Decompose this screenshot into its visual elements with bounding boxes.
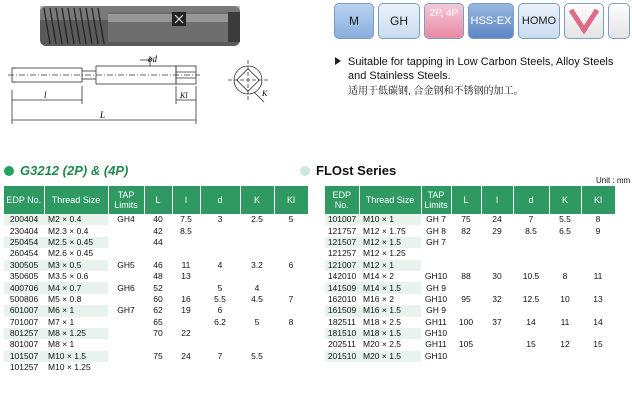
- cell-k: 11: [560, 316, 570, 327]
- section-title-g3212: [4, 163, 128, 178]
- cell-l: 105: [458, 339, 474, 350]
- description-en: Suitable for tapping in Low Carbon Steels, Alloy Steels and Stainless Steels.: [348, 56, 614, 82]
- cell-edp: 350605: [9, 271, 39, 282]
- cell-tap: [108, 248, 144, 259]
- table-row: [4, 248, 308, 259]
- table-row: [325, 294, 615, 305]
- cell-l: [481, 328, 513, 339]
- tap-photo: [40, 6, 240, 46]
- table-row: [325, 282, 615, 293]
- cell-l: 70: [153, 328, 163, 339]
- unit-label: Unit : mm: [596, 176, 631, 185]
- badge-blank: [608, 3, 630, 39]
- cell-tap: GH7: [117, 305, 135, 316]
- cell-l: [481, 260, 513, 271]
- table-row: [4, 214, 308, 225]
- cell-d: 8.5: [525, 225, 537, 236]
- cell-k: [549, 351, 581, 362]
- cell-l: [451, 305, 481, 316]
- cell-tap: [108, 294, 144, 305]
- cell-l: [451, 351, 481, 362]
- cell-edp: 121507: [325, 237, 359, 248]
- cell-d: [513, 351, 549, 362]
- cell-d: [513, 248, 549, 259]
- cell-d: [200, 248, 240, 259]
- cell-size: M12 × 1.25: [363, 248, 406, 259]
- cell-l: 60: [153, 293, 163, 304]
- table-row: [325, 305, 615, 316]
- cell-l: [451, 328, 481, 339]
- cell-k: [240, 237, 274, 248]
- cell-size: M2.6 × 0.45: [48, 248, 94, 259]
- table-row: [325, 317, 615, 328]
- cell-kl: [581, 282, 615, 293]
- label-kl: Kl: [180, 91, 188, 100]
- header-k: K: [240, 186, 274, 214]
- cell-k: [549, 248, 581, 259]
- cell-edp: 260454: [9, 248, 39, 259]
- header-d: d: [200, 186, 240, 214]
- cell-l: 22: [181, 328, 191, 339]
- cell-l: 88: [461, 271, 471, 282]
- tap-line-drawing: [8, 56, 268, 124]
- table-row: [325, 339, 615, 350]
- cell-d: 3: [217, 214, 223, 225]
- cell-l: 29: [492, 225, 502, 236]
- cell-edp: 121007: [325, 260, 359, 271]
- cell-d: 5: [217, 282, 223, 293]
- table-row: [4, 305, 308, 316]
- cell-edp: 101257: [9, 362, 39, 373]
- header-l: l: [481, 186, 513, 214]
- cell-l: 32: [492, 293, 502, 304]
- table-row: [325, 237, 615, 248]
- cell-k: 5.5: [559, 214, 571, 225]
- cell-tap: [108, 328, 144, 339]
- cell-edp: 181510: [325, 328, 359, 339]
- cell-d: [513, 305, 549, 316]
- cell-k: 10: [560, 293, 570, 304]
- cell-l: [481, 237, 513, 248]
- cell-k: [549, 328, 581, 339]
- tap-drawing: [0, 0, 300, 140]
- cell-tap: GH6: [117, 282, 135, 293]
- cell-size: M3 × 0.5: [44, 260, 108, 271]
- badge-v: [564, 3, 604, 39]
- cell-kl: 8: [595, 214, 601, 225]
- cell-d: 6: [217, 305, 223, 316]
- cell-l: 95: [461, 293, 471, 304]
- cell-kl: 11: [593, 271, 603, 282]
- cell-l: 37: [492, 316, 502, 327]
- cell-l: 7.5: [180, 214, 192, 225]
- bullet-arrow-icon: [335, 57, 341, 65]
- cell-size: M10 × 1.5: [44, 351, 108, 362]
- cell-tap: GH10: [424, 293, 448, 304]
- cell-edp: 701007: [9, 316, 39, 327]
- cell-d: 7: [528, 214, 534, 225]
- cell-edp: 801257: [4, 328, 44, 339]
- section1-title: G3212 (2P) & (4P): [20, 163, 129, 178]
- cell-kl: [581, 351, 615, 362]
- cell-size: M12 × 1.5: [359, 237, 421, 248]
- cell-d: 15: [526, 339, 536, 350]
- section-title-flost: [300, 163, 396, 178]
- badge-2p-4p: 2P, 4P: [424, 3, 464, 39]
- cell-size: M12 × 1.75: [363, 225, 406, 236]
- cell-l: [172, 248, 200, 259]
- cell-d: [513, 237, 549, 248]
- cell-l: 82: [461, 225, 471, 236]
- cell-l: 24: [492, 214, 502, 225]
- cell-size: M4 × 0.7: [44, 282, 108, 293]
- cell-size: M2.5 × 0.45: [44, 237, 108, 248]
- cell-edp: 141509: [325, 282, 359, 293]
- cell-l: [451, 237, 481, 248]
- cell-l: [144, 248, 172, 259]
- cell-l: 65: [153, 316, 163, 327]
- cell-l: [144, 362, 172, 373]
- property-badges: [334, 3, 628, 41]
- description-cn: 适用于低碳钢, 合金钢和不锈钢的加工。: [348, 86, 524, 97]
- header-d: d: [513, 186, 549, 214]
- cell-edp: 400706: [4, 282, 44, 293]
- cell-l: [172, 237, 200, 248]
- spec-table-g3212: [4, 186, 309, 373]
- cell-size: M8 × 1: [48, 339, 75, 350]
- table-row: [4, 237, 308, 248]
- cell-l: 40: [153, 214, 163, 225]
- cell-d: 6.2: [214, 316, 226, 327]
- cell-l: 16: [181, 293, 191, 304]
- cell-d: [200, 339, 240, 350]
- cell-k: 6.5: [559, 225, 571, 236]
- cell-l: 30: [492, 271, 502, 282]
- header-l: L: [451, 186, 481, 214]
- cell-kl: [274, 339, 308, 350]
- cell-size: M14 × 1.5: [359, 282, 421, 293]
- cell-d: 14: [526, 316, 536, 327]
- cell-tap: [108, 225, 144, 236]
- cell-edp: 101007: [325, 214, 359, 225]
- cell-edp: 801007: [9, 339, 39, 350]
- cell-kl: [581, 237, 615, 248]
- label-L: L: [100, 110, 106, 120]
- cell-kl: [274, 271, 308, 282]
- header-kl: Kl: [581, 186, 615, 214]
- cell-kl: [581, 248, 615, 259]
- cell-edp: 300505: [4, 260, 44, 271]
- table-row: [4, 351, 308, 362]
- cell-kl: [274, 248, 308, 259]
- cell-l: 24: [181, 350, 191, 361]
- section2-title: FLOst Series: [316, 163, 397, 178]
- cell-k: [240, 362, 274, 373]
- v-groove-icon: [569, 8, 599, 34]
- cell-tap: [108, 237, 144, 248]
- table-row: [4, 328, 308, 339]
- cell-edp: 202511: [328, 339, 356, 350]
- cell-tap: [108, 339, 144, 350]
- cell-tap: GH10: [424, 350, 448, 361]
- cell-l: [451, 282, 481, 293]
- cell-tap: GH 9: [426, 305, 446, 316]
- cell-size: M20 × 1.5: [359, 351, 421, 362]
- cell-d: 4: [217, 259, 223, 270]
- cell-k: [240, 271, 274, 282]
- cell-edp: 201510: [325, 351, 359, 362]
- cell-size: M2.3 × 0.4: [48, 225, 89, 236]
- table-row: [4, 294, 308, 305]
- badge-gh: GH: [378, 3, 420, 39]
- cell-kl: [274, 362, 308, 373]
- cell-k: [240, 225, 274, 236]
- table-row: [4, 282, 308, 293]
- cell-d: 7: [217, 350, 223, 361]
- cell-kl: [581, 260, 615, 271]
- cell-tap: GH5: [117, 259, 135, 270]
- header-thread-size: Thread Size: [44, 186, 108, 214]
- table-row: [4, 271, 308, 282]
- cell-size: M18 × 1.5: [359, 328, 421, 339]
- cell-kl: 7: [288, 293, 294, 304]
- cell-tap: [108, 351, 144, 362]
- cell-d: 12.5: [522, 293, 540, 304]
- cell-edp: 121257: [327, 248, 357, 259]
- cell-l: 44: [153, 236, 163, 247]
- cell-kl: 13: [593, 293, 603, 304]
- cell-l: 100: [458, 316, 474, 327]
- cell-tap: [421, 260, 451, 271]
- cell-kl: 5: [288, 214, 294, 225]
- label-d: ød: [148, 54, 157, 64]
- cell-edp: 230404: [9, 225, 39, 236]
- cell-d: [200, 328, 240, 339]
- cell-k: 4.5: [251, 293, 263, 304]
- cell-d: 10.5: [522, 271, 540, 282]
- header-k: K: [549, 186, 581, 214]
- cell-l: 13: [181, 271, 191, 282]
- cell-size: M10 × 1: [359, 214, 421, 225]
- cell-kl: [581, 328, 615, 339]
- table-row: [4, 362, 308, 373]
- cell-k: [240, 248, 274, 259]
- table-row: [325, 214, 615, 225]
- cell-tap: [108, 362, 144, 373]
- cell-size: M3.5 × 0.6: [48, 271, 89, 282]
- cell-l: 42: [153, 225, 163, 236]
- cell-d: [200, 271, 240, 282]
- header-tap-limits: TAP Limits: [421, 186, 451, 214]
- cell-l: [481, 305, 513, 316]
- cell-size: M18 × 2.5: [363, 316, 402, 327]
- label-k: K: [262, 89, 268, 98]
- cell-l: [172, 339, 200, 350]
- cell-l: [481, 351, 513, 362]
- header-kl: Kl: [274, 186, 308, 214]
- header-thread-size: Thread Size: [359, 186, 421, 214]
- cell-k: 12: [560, 339, 570, 350]
- cell-l: 48: [153, 271, 163, 282]
- cell-kl: 14: [593, 316, 603, 327]
- cell-d: 5.5: [214, 293, 226, 304]
- cell-l: [144, 339, 172, 350]
- header-edp-no-: EDP No.: [4, 186, 44, 214]
- cell-size: M8 × 1.25: [44, 328, 108, 339]
- cell-edp: 200404: [4, 214, 44, 225]
- table-row: [4, 225, 308, 236]
- cell-d: [200, 225, 240, 236]
- cell-l: [481, 339, 513, 350]
- cell-k: 3.2: [251, 259, 263, 270]
- cell-edp: 101507: [4, 351, 44, 362]
- cell-size: M16 × 2: [363, 293, 394, 304]
- cell-k: [549, 260, 581, 271]
- cell-kl: [274, 328, 308, 339]
- cell-edp: 601007: [4, 305, 44, 316]
- cell-k: [240, 339, 274, 350]
- cell-edp: 121757: [327, 225, 357, 236]
- cell-kl: 6: [288, 259, 294, 270]
- cell-kl: 15: [593, 339, 603, 350]
- cell-k: [240, 328, 274, 339]
- table-row: [4, 339, 308, 350]
- cell-edp: 250454: [4, 237, 44, 248]
- cell-size: M20 × 2.5: [363, 339, 402, 350]
- cell-tap: [108, 317, 144, 328]
- cell-tap: GH 7: [426, 236, 446, 247]
- cell-tap: GH10: [424, 328, 448, 339]
- green-dot-icon: [4, 166, 14, 176]
- cell-l: [481, 282, 513, 293]
- cell-size: M16 × 1.5: [359, 305, 421, 316]
- cell-kl: [274, 225, 308, 236]
- cell-kl: [274, 282, 308, 293]
- table-row: [325, 248, 615, 259]
- cell-l: [172, 362, 200, 373]
- cell-d: [200, 237, 240, 248]
- table-row: [325, 351, 615, 362]
- cell-l: 62: [153, 305, 163, 316]
- cell-size: M6 × 1: [44, 305, 108, 316]
- cell-l: [481, 248, 513, 259]
- label-l: l: [44, 90, 47, 100]
- cell-l: 46: [153, 259, 163, 270]
- table-row: [325, 260, 615, 271]
- header-l: L: [144, 186, 172, 214]
- cell-edp: 162010: [327, 293, 357, 304]
- cell-kl: 9: [595, 225, 601, 236]
- table-row: [325, 271, 615, 282]
- cell-kl: [274, 237, 308, 248]
- spec-table-flost: [325, 186, 616, 362]
- cell-edp: 500806: [9, 293, 39, 304]
- cell-tap: GH 7: [426, 214, 446, 225]
- cell-tap: GH11: [425, 339, 447, 350]
- cell-k: 4: [254, 282, 260, 293]
- cell-size: M7 × 1: [48, 316, 75, 327]
- cell-l: 11: [181, 259, 191, 270]
- cell-d: [513, 282, 549, 293]
- badge-m: M: [334, 3, 374, 39]
- cell-kl: 8: [288, 316, 294, 327]
- cell-edp: 182511: [328, 316, 356, 327]
- cell-size: M2 × 0.4: [44, 214, 108, 225]
- cell-size: M5 × 0.8: [48, 293, 82, 304]
- description: [335, 55, 625, 99]
- cell-l: 8.5: [180, 225, 192, 236]
- cell-k: [240, 305, 274, 316]
- cell-k: 8: [562, 271, 568, 282]
- table-row: [325, 225, 615, 236]
- cell-tap: GH4: [117, 214, 135, 225]
- cell-k: 5: [254, 316, 260, 327]
- table-row: [325, 328, 615, 339]
- cell-tap: GH 9: [426, 282, 446, 293]
- cell-k: [549, 305, 581, 316]
- cell-k: 2.5: [251, 214, 263, 225]
- cell-l: 19: [181, 305, 191, 316]
- light-dot-icon: [300, 166, 310, 176]
- cell-d: [513, 328, 549, 339]
- cell-k: [549, 282, 581, 293]
- cell-size: M10 × 1.25: [48, 362, 91, 373]
- cell-tap: [421, 248, 451, 259]
- cell-tap: [108, 271, 144, 282]
- cell-l: [172, 317, 200, 328]
- cell-kl: [274, 305, 308, 316]
- cell-d: [513, 260, 549, 271]
- cell-l: [451, 248, 481, 259]
- cell-kl: [581, 305, 615, 316]
- header-l: l: [172, 186, 200, 214]
- header-tap-limits: TAP Limits: [108, 186, 144, 214]
- badge-hss-ex: HSS-EX: [468, 3, 514, 39]
- header-edp-no-: EDP No.: [325, 186, 359, 214]
- cell-l: 75: [153, 350, 163, 361]
- cell-l: 52: [153, 282, 163, 293]
- cell-l: 75: [461, 214, 471, 225]
- table-row: [4, 260, 308, 271]
- table-row: [4, 317, 308, 328]
- cell-size: M14 × 2: [363, 271, 394, 282]
- cell-tap: GH11: [425, 316, 447, 327]
- cell-l: [172, 282, 200, 293]
- cell-kl: [274, 351, 308, 362]
- cell-tap: GH10: [424, 271, 448, 282]
- cell-d: [200, 362, 240, 373]
- cell-size: M12 × 1: [359, 260, 421, 271]
- cell-edp: 161509: [325, 305, 359, 316]
- cell-k: [549, 237, 581, 248]
- cell-k: 5.5: [251, 350, 263, 361]
- cell-edp: 142010: [327, 271, 357, 282]
- cell-tap: GH 8: [426, 225, 446, 236]
- badge-homo: HOMO: [518, 3, 560, 39]
- cell-l: [451, 260, 481, 271]
